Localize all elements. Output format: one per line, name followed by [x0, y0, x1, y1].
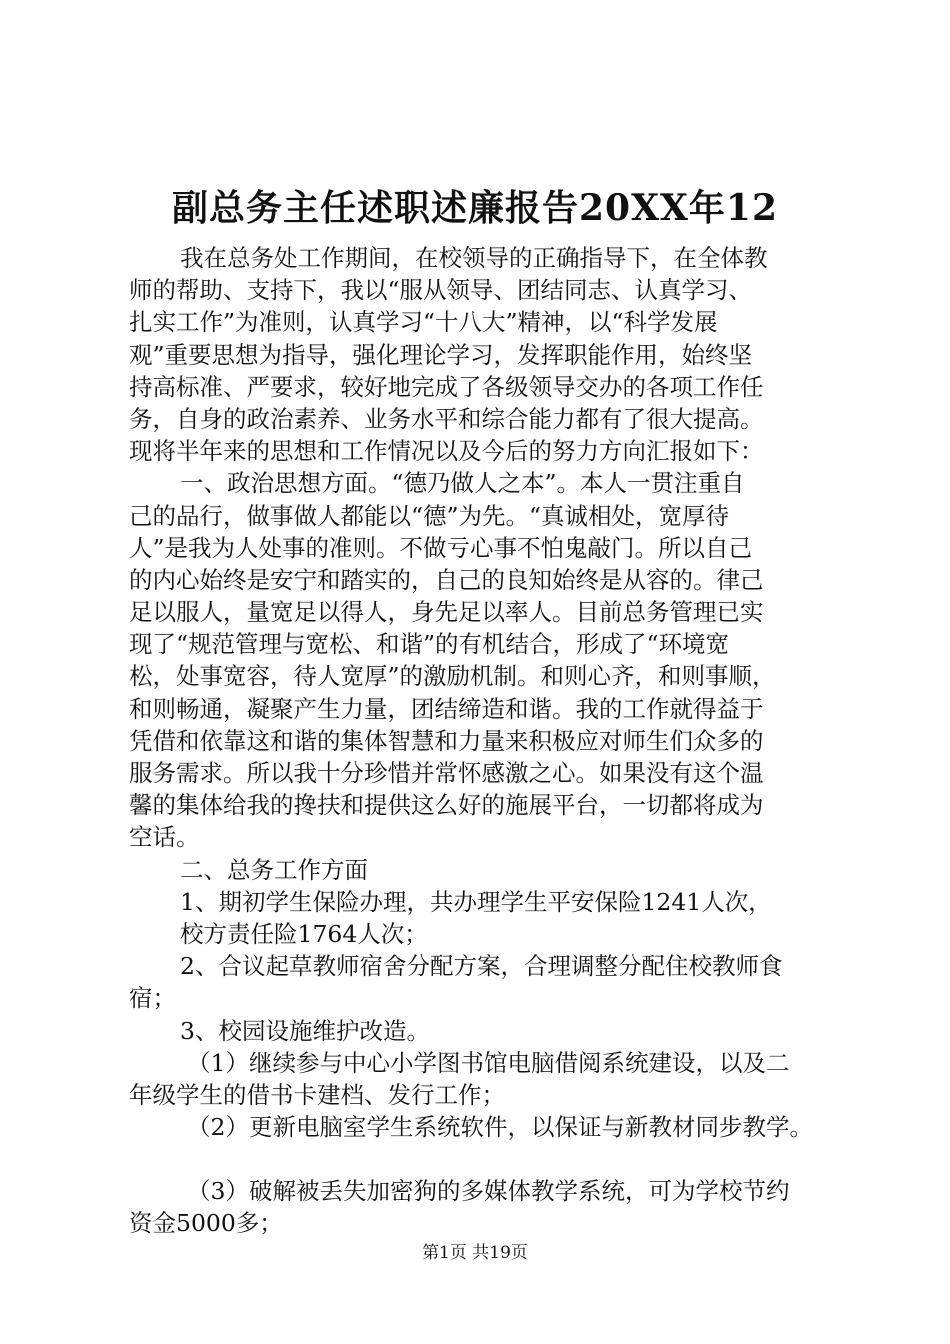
text-line: 和则畅通，凝聚产生力量，团结缔造和谐。我的工作就得益于: [129, 694, 764, 723]
text-line: 一、政治思想方面。“德乃做人之本”。本人一贯注重自: [180, 469, 745, 498]
text-line: 宿；: [129, 984, 176, 1013]
text-line: （1）继续参与中心小学图书馆电脑借阅系统建设，以及二: [187, 1048, 790, 1077]
text-line: 扎实工作”为准则，认真学习“十八大”精神，以“科学发展: [129, 308, 718, 337]
text-line: 观”重要思想为指导，强化理论学习，发挥职能作用，始终坚: [129, 340, 753, 369]
text-line: 我在总务处工作期间，在校领导的正确指导下，在全体教: [180, 244, 768, 272]
text-line: 校方责任险1764人次；: [180, 919, 428, 948]
text-line: 务，自身的政治素养、业务水平和综合能力都有了很大提高。: [129, 404, 764, 433]
text-line: 3、校园设施维护改造。: [180, 1016, 430, 1045]
blank-line: [129, 1143, 829, 1175]
text-line: 2、合议起草教师宿舍分配方案，合理调整分配住校教师食: [180, 952, 783, 981]
text-line: 己的品行，做事做人都能以“德”为先。“真诚相处，宽厚待: [129, 501, 730, 530]
text-line: 师的帮助、支持下，我以“服从领导、团结同志、认真学习、: [129, 276, 753, 305]
page-footer: 第1页 共19页: [422, 1243, 528, 1263]
text-line: 馨的集体给我的搀扶和提供这么好的施展平台，一切都将成为: [129, 791, 764, 820]
text-line: （2）更新电脑室学生系统软件，以保证与新教材同步教学。: [187, 1113, 813, 1142]
text-line: 的内心始终是安宁和踏实的，自己的良知始终是从容的。律己: [129, 565, 764, 594]
text-line: 人”是我为人处事的准则。不做亏心事不怕鬼敲门。所以自己: [129, 533, 753, 562]
text-line: 年级学生的借书卡建档、发行工作；: [129, 1080, 505, 1109]
text-line: 现了“规范管理与宽松、和谐”的有机结合，形成了“环境宽: [129, 630, 730, 659]
text-line: 松，处事宽容，待人宽厚”的激励机制。和则心齐，和则事顺，: [129, 662, 776, 691]
text-line: （3）破解被丢失加密狗的多媒体教学系统，可为学校节约: [187, 1177, 790, 1206]
text-line: 足以服人，量宽足以得人，身先足以率人。目前总务管理已实: [129, 598, 764, 627]
text-line: 现将半年来的思想和工作情况以及今后的努力方向汇报如下：: [129, 437, 764, 466]
section-heading: 二、总务工作方面: [180, 855, 368, 884]
document-body: [129, 242, 829, 1240]
text-line: 空话。: [129, 823, 200, 852]
text-line: 资金5000多；: [129, 1209, 283, 1238]
text-line: 服务需求。所以我十分珍惜并常怀感激之心。如果没有这个温: [129, 759, 764, 787]
document-title: 副总务主任述职述廉报告20XX年12: [171, 187, 779, 229]
text-line: 持高标准、严要求，较好地完成了各级领导交办的各项工作任: [129, 372, 764, 401]
text-line: 1、期初学生保险办理，共办理学生平安保险1241人次，: [180, 887, 772, 916]
text-line: 凭借和依靠这和谐的集体智慧和力量来积极应对师生们众多的: [129, 726, 764, 755]
